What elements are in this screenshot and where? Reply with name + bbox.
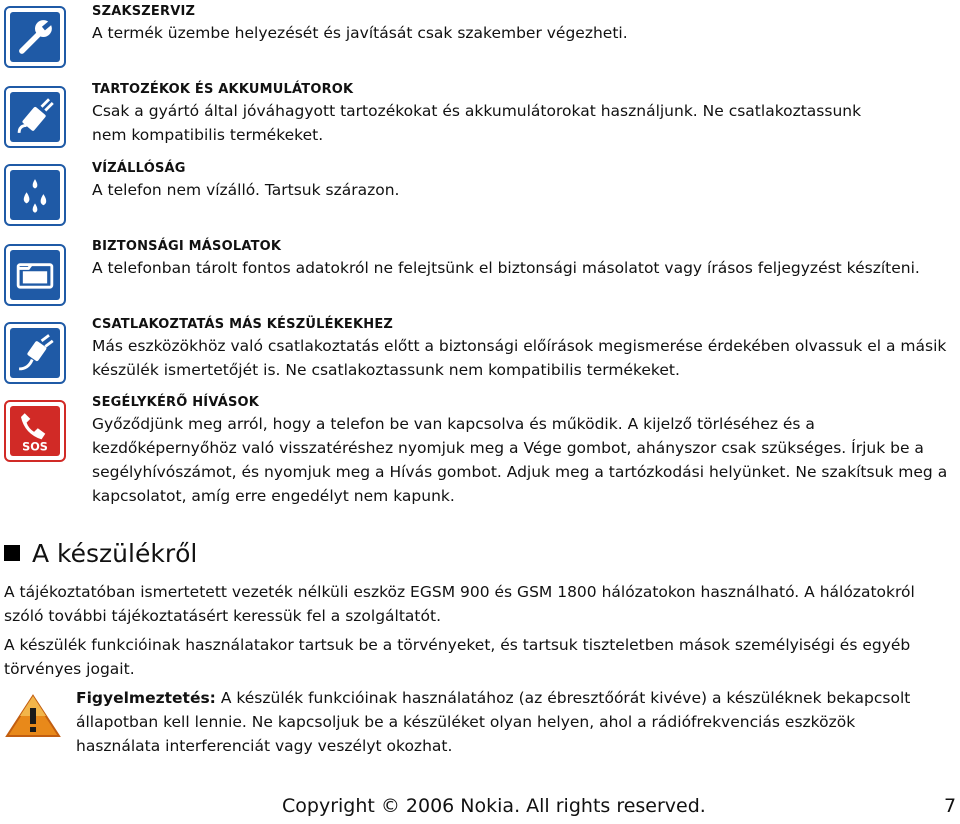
section-title-text: A készülékről xyxy=(32,539,198,568)
battery-charger-icon xyxy=(4,86,66,148)
sos-label: SOS xyxy=(22,440,48,454)
section-backup xyxy=(92,238,952,280)
section-accessories xyxy=(92,81,952,147)
section-text: A telefonban tárolt fontos adatokról ne felejtsünk el biztonsági másolatot vagy írásos feljegyzést készíteni. xyxy=(92,259,920,277)
section-service xyxy=(92,3,952,45)
section-text: A telefon nem vízálló. Tartsuk szárazon. xyxy=(92,181,400,199)
section-emergency xyxy=(92,394,952,508)
section-text: A termék üzembe helyezését és javítását csak szakember végezheti. xyxy=(92,24,628,42)
water-drops-icon xyxy=(4,164,66,226)
section-connecting xyxy=(92,316,952,382)
section-text: Győződjünk meg arról, hogy a telefon be van kapcsolva és működik. A kijelző törléséhez és a kezdőképernyőhöz való visszatéréshez nyomjuk meg a Vége gombot, ahányszor csak szükséges. Írjuk be a segélyhívószámot, és nyomjuk meg a Hívás gombot. Adjuk meg a tartózkodási helyünket. Ne szakítsuk meg a kapcsolatot, amíg erre engedélyt nem kapunk. xyxy=(92,415,948,505)
warning-text: A készülék funkcióinak használatához (az ébresztőórát kivéve) a készüléknek bekapcsolt állapotban kell lennie. Ne kapcsoljuk be a készüléket olyan helyen, ahol a rádiófrekvenciás eszközök használata interferenciát vagy veszélyt okozhat. xyxy=(76,689,911,755)
section-text: Csak a gyártó által jóváhagyott tartozékokat és akkumulátorokat használjunk. Ne csatlakoztassunk nem kompatibilis termékeket. xyxy=(92,102,862,144)
section-water xyxy=(92,160,952,202)
section-text: Más eszközökhöz való csatlakoztatás előtt a biztonsági előírások megismerése érdekében olvassuk el a másik készülék ismertetőjét is. Ne csatlakoztassunk nem kompatibilis termékeket. xyxy=(92,337,947,379)
section-title xyxy=(4,536,197,572)
section-heading: BIZTONSÁGI MÁSOLATOK xyxy=(92,239,282,254)
connector-plug-icon xyxy=(4,322,66,384)
section-heading: SEGÉLYKÉRŐ HÍVÁSOK xyxy=(92,395,260,410)
warning-paragraph xyxy=(76,686,936,758)
section-heading: VÍZÁLLÓSÁG xyxy=(92,161,186,176)
section-heading: TARTOZÉKOK ÉS AKKUMULÁTOROK xyxy=(92,82,354,97)
warning-label: Figyelmeztetés: xyxy=(76,689,216,707)
bullet-square-icon xyxy=(4,545,20,561)
page-number: 7 xyxy=(944,795,957,817)
wrench-icon xyxy=(4,6,66,68)
folder-backup-icon xyxy=(4,244,66,306)
paragraph: A készülék funkcióinak használatakor tartsuk be a törvényeket, és tartsuk tiszteletben mások személyiségi és egyéb törvényes jogait. xyxy=(4,636,911,678)
paragraph: A tájékoztatóban ismertetett vezeték nélküli eszköz EGSM 900 és GSM 1800 hálózatokon használható. A hálózatokról szóló további tájékoztatásért keressük fel a szolgáltatót. xyxy=(4,583,915,625)
section-heading: CSATLAKOZTATÁS MÁS KÉSZÜLÉKEKHEZ xyxy=(92,317,394,332)
warning-triangle-icon xyxy=(4,692,62,740)
sos-phone-icon xyxy=(4,400,66,462)
section-heading: SZAKSZERVIZ xyxy=(92,4,196,19)
copyright-text: Copyright © 2006 Nokia. All rights reserved. xyxy=(282,795,706,817)
